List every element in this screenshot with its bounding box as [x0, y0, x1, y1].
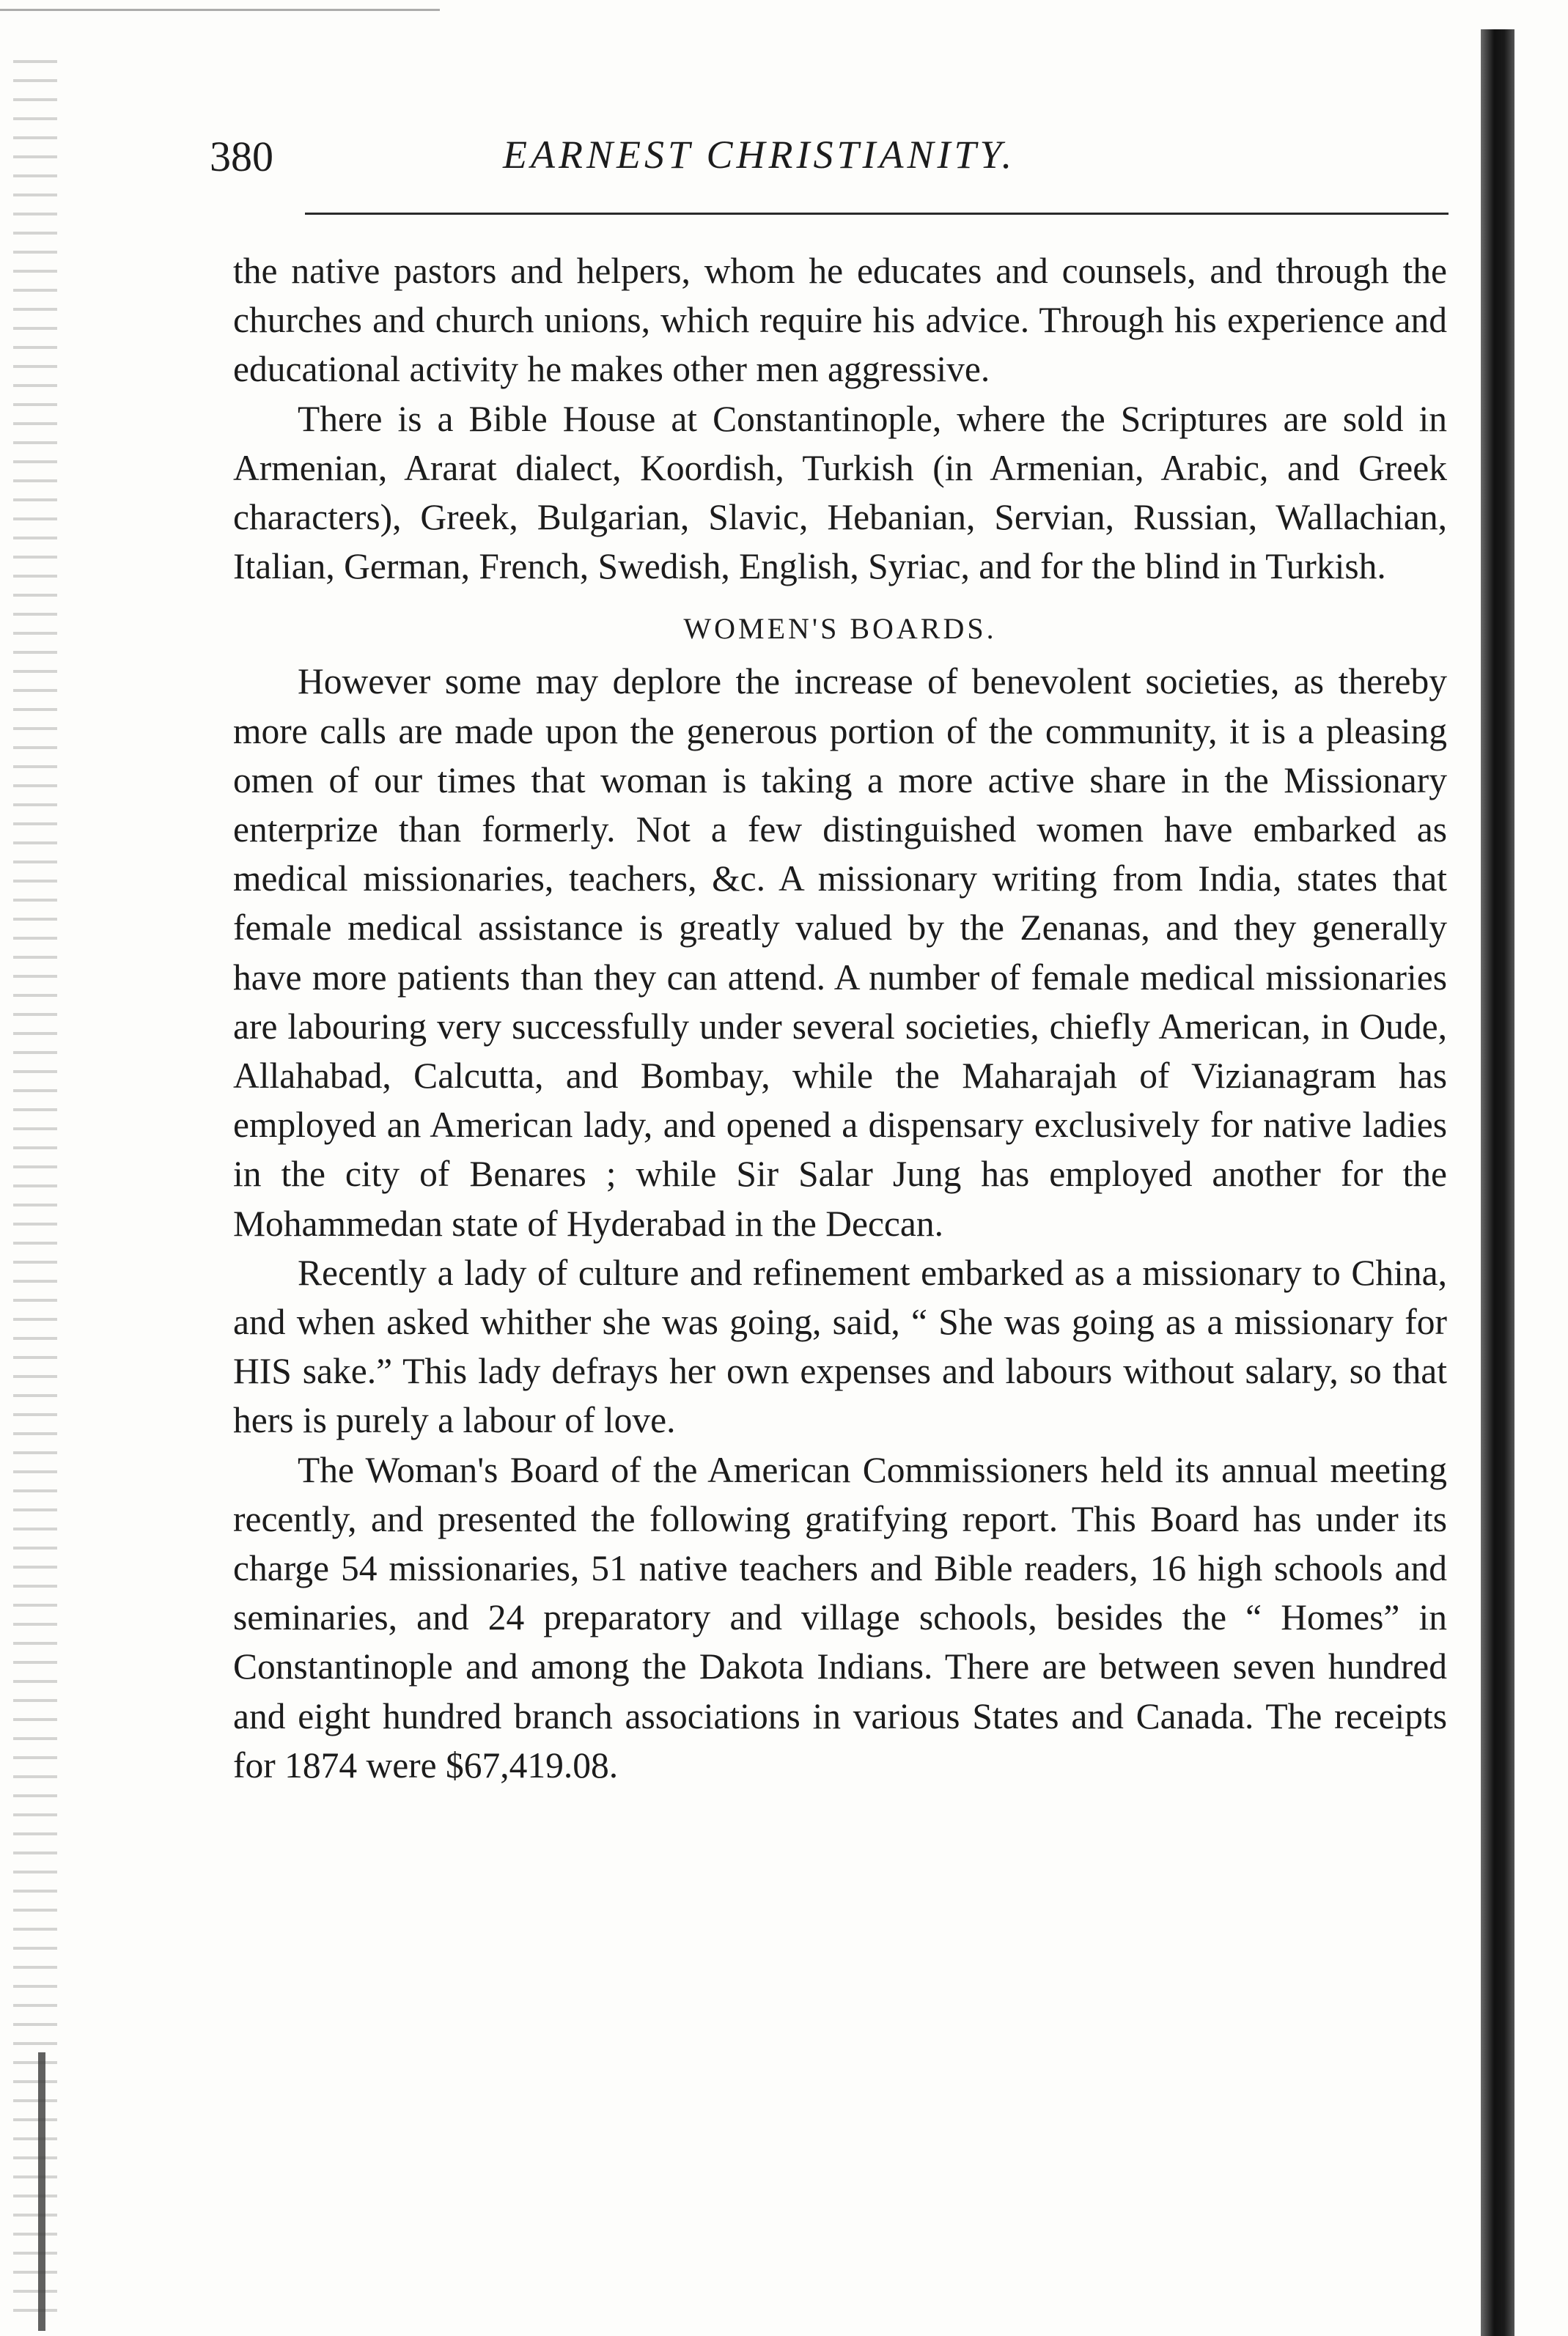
- running-title: EARNEST CHRISTIANITY.: [503, 133, 1016, 177]
- paragraph-womans-board-report: The Woman's Board of the American Commissioners held its annual meeting recently, and presented the following gratifying report. This Board has under its charge 54 missionaries, 51 native teachers and Bible readers, 16 high schools and seminaries, and 24 preparatory and village schools, besides the “ Homes” in Constantinople and among the Dakota Indians. There are between seven hundred and eight hundred branch associations in various States and Canada. The receipts for 1874 were $67,419.08.: [233, 1449, 1447, 1786]
- scan-artifact-left-edge: [13, 44, 57, 2316]
- body-text: [233, 246, 1447, 1790]
- paragraph-china-missionary: Recently a lady of culture and refinement embarked as a missionary to China, and when asked whither she was going, said, “ She was going as a missionary for HIS sake.” This lady defrays her own expenses and labours without salary, so that hers is purely a labour of love.: [233, 1252, 1447, 1441]
- header-rule: [305, 213, 1449, 215]
- paragraph-continuation: the native pastors and helpers, whom he educates and counsels, and through the churches and church unions, which require his advice. Through his experience and educational activity he makes other men aggressive.: [233, 251, 1447, 390]
- scan-artifact-right-edge: [1481, 29, 1514, 2336]
- section-heading: WOMEN'S BOARDS.: [683, 612, 997, 646]
- paragraph-womens-societies: However some may deplore the increase of benevolent societies, as thereby more calls are made upon the generous portion of the community, it is a pleasing omen of our times that woman is taking a more active share in the Missionary enterprize than formerly. Not a few distinguished women have embarked as medical missionaries, teachers, &c. A missionary writing from India, states that female medical assistance is greatly valued by the Zenanas, and they generally have more patients than they can attend. A number of female medical missionaries are labouring very successfully under several societies, chiefly American, in Oude, Allahabad, Calcutta, and Bombay, while the Maharajah of Vizianagram has employed an American lady, and opened a dispensary exclusively for native ladies in the city of Benares ; while Sir Salar Jung has employed another for the Mohammedan state of Hyderabad in the Deccan.: [233, 661, 1447, 1244]
- paragraph-bible-house: There is a Bible House at Constantinople, where the Scriptures are sold in Armenian, Ararat dialect, Koordish, Turkish (in Armenian, Arabic, and Greek characters), Greek, Bulgarian, Slavic, Hebanian, Servian, Russian, Wallachian, Italian, German, French, Swedish, English, Syriac, and for the blind in Turkish.: [233, 398, 1447, 587]
- scan-artifact-left-line: [38, 2052, 45, 2331]
- page-header: [210, 132, 1456, 191]
- page-number: 380: [210, 133, 273, 180]
- scan-artifact-top: [0, 9, 440, 11]
